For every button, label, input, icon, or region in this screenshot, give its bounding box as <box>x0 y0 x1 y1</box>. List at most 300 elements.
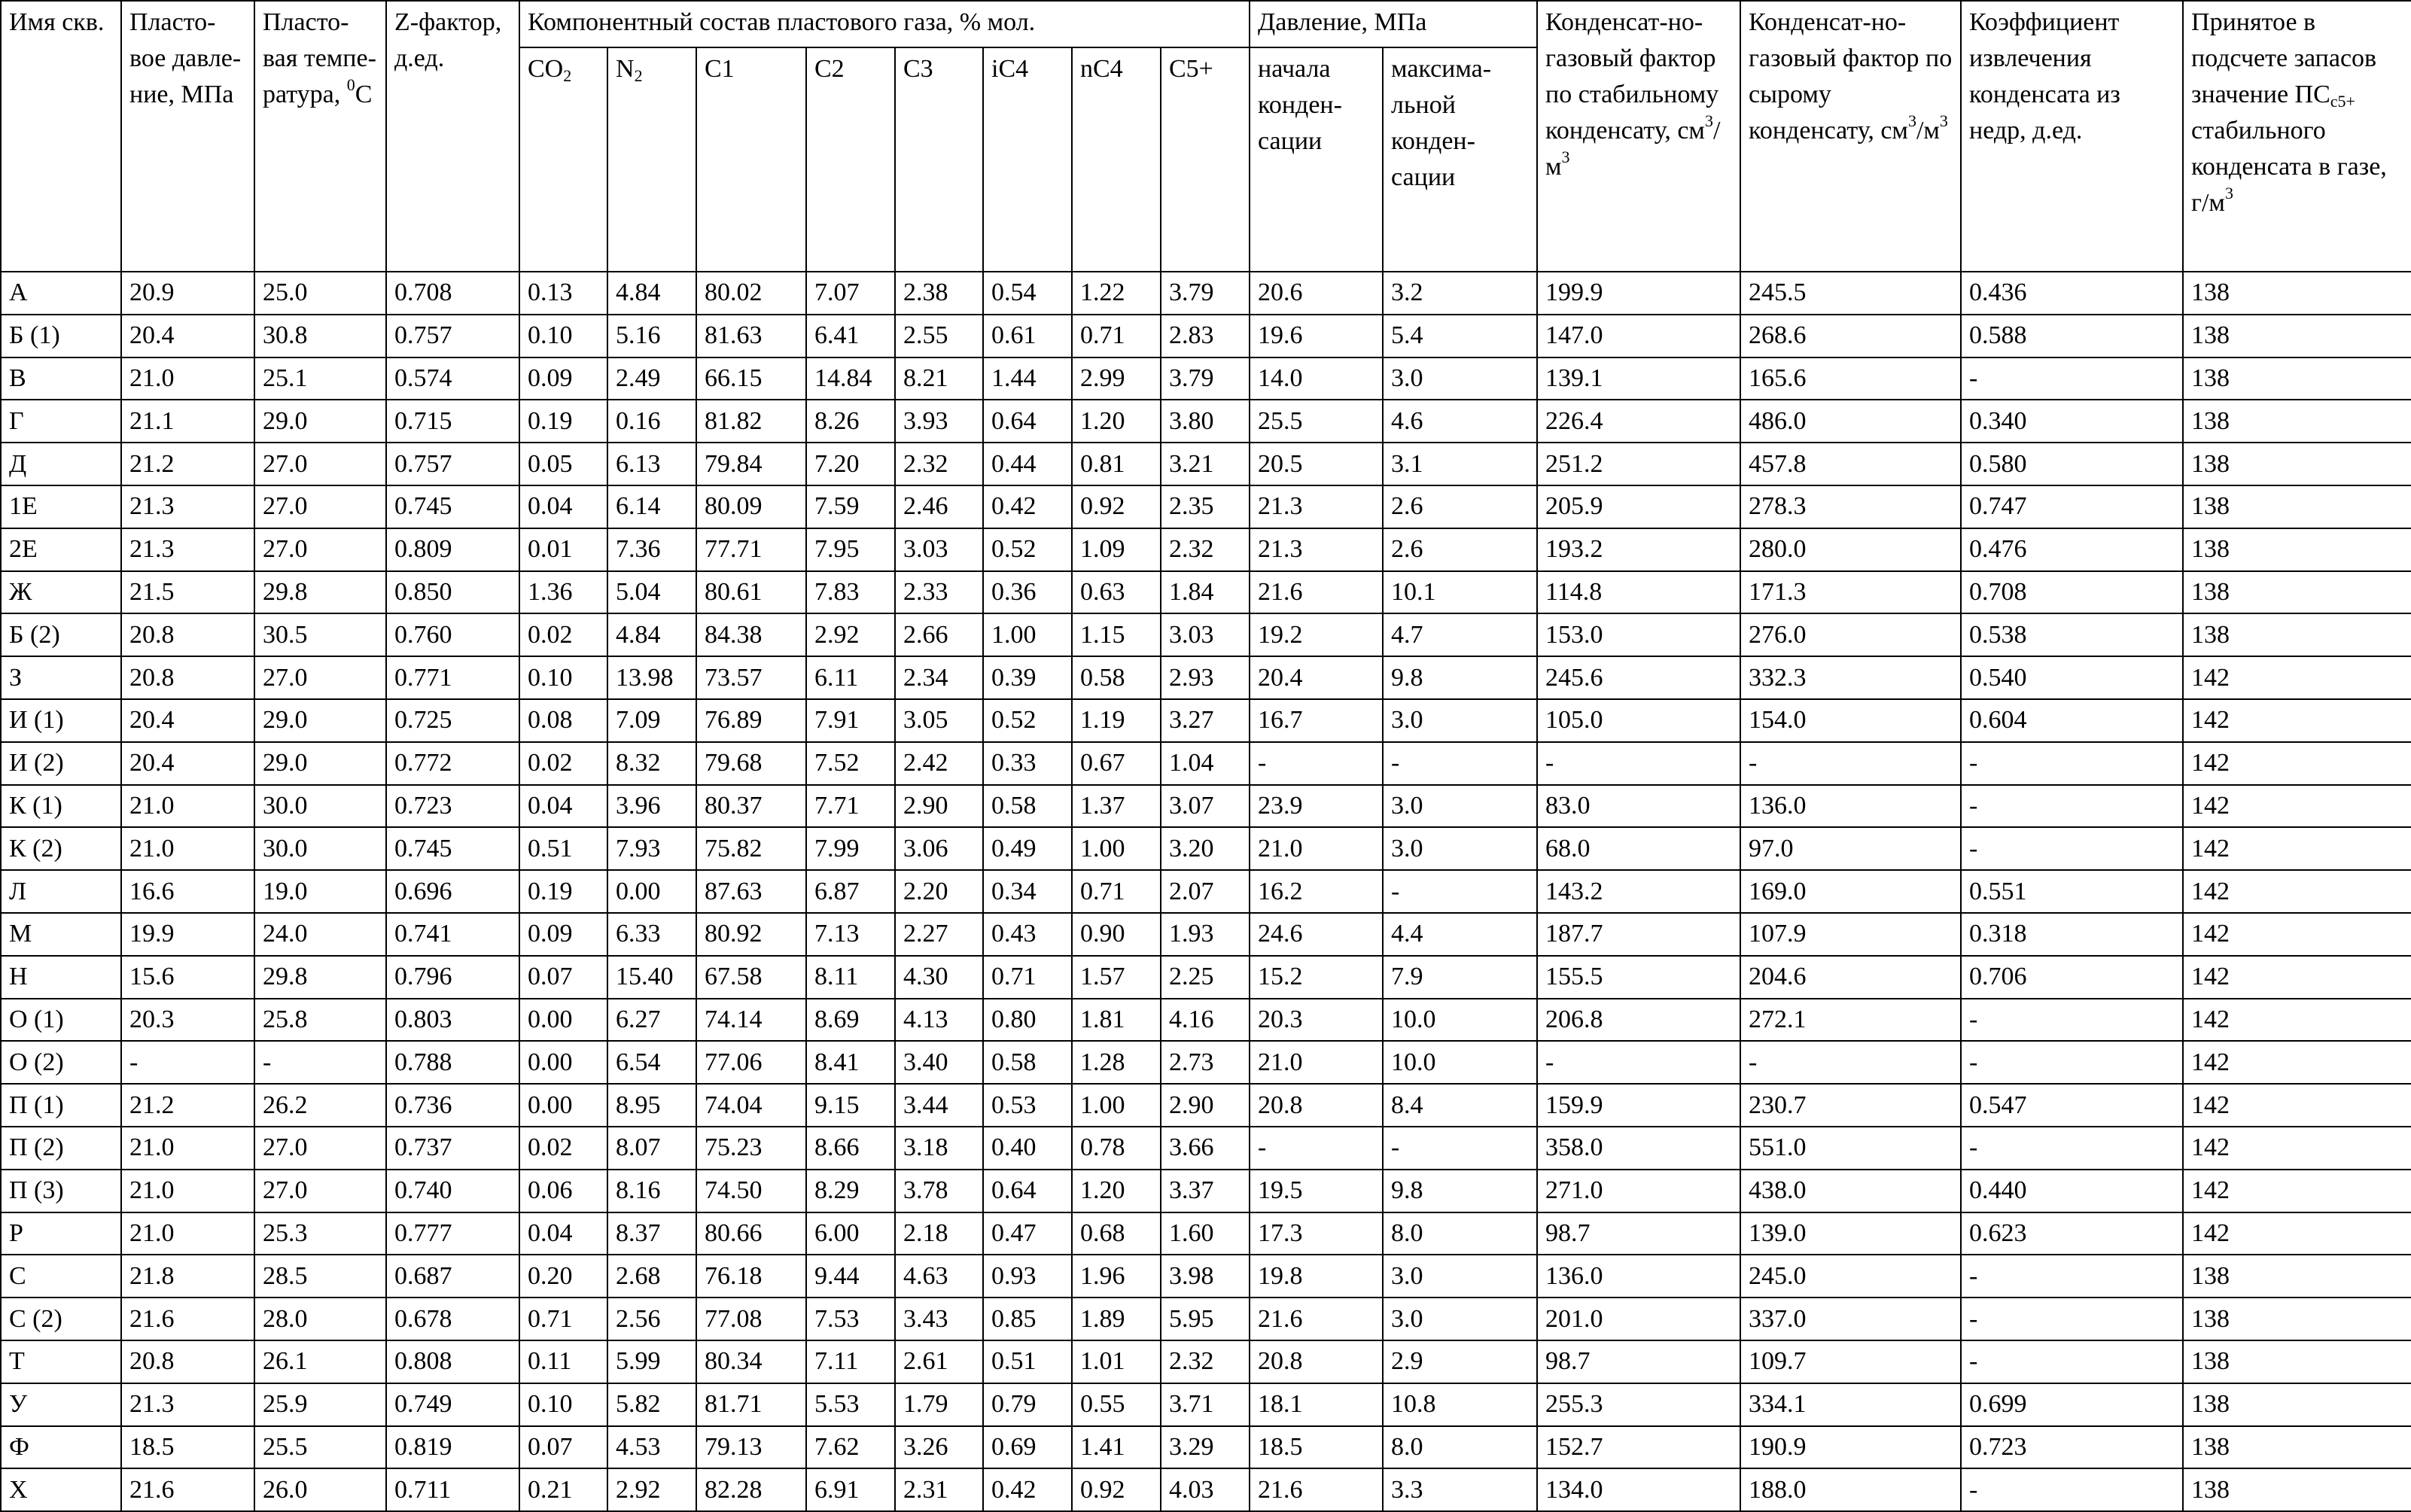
table-cell: 138 <box>2183 1255 2411 1298</box>
table-cell: 77.71 <box>696 528 806 571</box>
table-cell: 18.1 <box>1250 1383 1383 1426</box>
table-cell: 0.42 <box>983 1468 1072 1511</box>
table-cell: 142 <box>2183 956 2411 999</box>
table-cell: 3.78 <box>895 1170 983 1212</box>
table-cell: 28.5 <box>254 1255 386 1298</box>
table-cell: 7.36 <box>607 528 696 571</box>
header-cgf-raw: Конденсат-но-газовый фактор по сырому конденсату, $см^3/м^3$ <box>1740 1 1961 272</box>
table-cell: 0.49 <box>983 827 1072 870</box>
table-cell: 10.0 <box>1383 999 1537 1042</box>
table-row <box>1 699 2411 742</box>
table-cell: 142 <box>2183 699 2411 742</box>
table-cell: 0.92 <box>1072 485 1161 528</box>
table-cell: 27.0 <box>254 1127 386 1170</box>
table-cell: 0.08 <box>519 699 607 742</box>
table-cell: 334.1 <box>1740 1383 1961 1426</box>
table-cell: 3.21 <box>1161 443 1250 485</box>
table-cell: 3.93 <box>895 400 983 443</box>
table-cell: 3.96 <box>607 785 696 828</box>
table-cell: 2.18 <box>895 1212 983 1255</box>
table-cell: 16.7 <box>1250 699 1383 742</box>
header-pressure-group: Давление, МПа <box>1250 1 1537 47</box>
table-cell: 8.16 <box>607 1170 696 1212</box>
well-name-cell: С <box>1 1255 121 1298</box>
table-cell: 152.7 <box>1537 1426 1740 1469</box>
header-c3: C3 <box>895 47 983 272</box>
table-cell: - <box>1961 357 2183 400</box>
well-name-cell: Т <box>1 1340 121 1383</box>
table-cell: 142 <box>2183 870 2411 913</box>
table-cell: 271.0 <box>1537 1170 1740 1212</box>
table-cell: 0.52 <box>983 699 1072 742</box>
table-row <box>1 485 2411 528</box>
table-cell: 230.7 <box>1740 1084 1961 1127</box>
table-row <box>1 443 2411 485</box>
table-cell: 24.0 <box>254 913 386 956</box>
table-cell: 105.0 <box>1537 699 1740 742</box>
well-name-cell: С (2) <box>1 1298 121 1340</box>
table-cell: 0.777 <box>386 1212 519 1255</box>
table-cell: 138 <box>2183 1383 2411 1426</box>
table-cell: 79.13 <box>696 1426 806 1469</box>
table-cell: 1.19 <box>1072 699 1161 742</box>
table-cell: 84.38 <box>696 613 806 656</box>
table-cell: 9.44 <box>806 1255 895 1298</box>
header-ic4: iC4 <box>983 47 1072 272</box>
table-cell: 7.59 <box>806 485 895 528</box>
table-cell: 80.02 <box>696 272 806 315</box>
table-cell: 139.1 <box>1537 357 1740 400</box>
table-cell: 2.46 <box>895 485 983 528</box>
table-cell: 4.6 <box>1383 400 1537 443</box>
table-cell: 20.3 <box>121 999 254 1042</box>
table-cell: 0.04 <box>519 1212 607 1255</box>
table-cell: 0.19 <box>519 870 607 913</box>
table-cell: 0.40 <box>983 1127 1072 1170</box>
table-cell: 77.06 <box>696 1041 806 1084</box>
well-name-cell: О (1) <box>1 999 121 1042</box>
table-cell: 10.8 <box>1383 1383 1537 1426</box>
table-cell: 7.83 <box>806 571 895 614</box>
header-well: Имя скв. <box>1 1 121 272</box>
well-name-cell: Д <box>1 443 121 485</box>
table-cell: 2.99 <box>1072 357 1161 400</box>
table-cell: 1.93 <box>1161 913 1250 956</box>
table-cell: 20.8 <box>1250 1340 1383 1383</box>
table-cell: 21.0 <box>1250 1041 1383 1084</box>
table-cell: 0.551 <box>1961 870 2183 913</box>
table-cell: 0.723 <box>386 785 519 828</box>
table-cell: 29.8 <box>254 956 386 999</box>
table-cell: 0.44 <box>983 443 1072 485</box>
table-cell: 0.687 <box>386 1255 519 1298</box>
table-cell: 20.4 <box>121 699 254 742</box>
table-cell: 0.09 <box>519 357 607 400</box>
table-cell: 19.2 <box>1250 613 1383 656</box>
table-cell: 138 <box>2183 315 2411 357</box>
table-cell: 109.7 <box>1740 1340 1961 1383</box>
table-cell: 5.04 <box>607 571 696 614</box>
table-cell: 3.98 <box>1161 1255 1250 1298</box>
table-cell: 0.708 <box>1961 571 2183 614</box>
table-cell: 0.39 <box>983 656 1072 699</box>
table-cell: 142 <box>2183 656 2411 699</box>
table-cell: 80.37 <box>696 785 806 828</box>
table-cell: 1.00 <box>983 613 1072 656</box>
table-cell: 138 <box>2183 1340 2411 1383</box>
table-cell: 8.66 <box>806 1127 895 1170</box>
header-pressure-onset: начала конден-сации <box>1250 47 1383 272</box>
table-cell: 142 <box>2183 1041 2411 1084</box>
table-cell: - <box>1383 870 1537 913</box>
table-cell: 0.04 <box>519 485 607 528</box>
table-cell: 27.0 <box>254 1170 386 1212</box>
table-row <box>1 656 2411 699</box>
table-cell: - <box>1740 1041 1961 1084</box>
well-name-cell: Ф <box>1 1426 121 1469</box>
table-cell: 19.8 <box>1250 1255 1383 1298</box>
table-cell: 0.58 <box>1072 656 1161 699</box>
table-row <box>1 613 2411 656</box>
table-cell: 337.0 <box>1740 1298 1961 1340</box>
table-cell: - <box>1383 742 1537 785</box>
table-cell: 20.8 <box>121 1340 254 1383</box>
table-cell: 0.749 <box>386 1383 519 1426</box>
table-row <box>1 400 2411 443</box>
table-cell: 2.93 <box>1161 656 1250 699</box>
table-cell: 3.07 <box>1161 785 1250 828</box>
table-cell: 3.26 <box>895 1426 983 1469</box>
table-cell: 3.66 <box>1161 1127 1250 1170</box>
table-cell: 0.93 <box>983 1255 1072 1298</box>
table-cell: 66.15 <box>696 357 806 400</box>
well-name-cell: П (3) <box>1 1170 121 1212</box>
table-cell: 0.476 <box>1961 528 2183 571</box>
table-cell: 134.0 <box>1537 1468 1740 1511</box>
table-cell: 0.21 <box>519 1468 607 1511</box>
table-cell: - <box>1250 742 1383 785</box>
table-cell: 0.741 <box>386 913 519 956</box>
table-cell: 136.0 <box>1537 1255 1740 1298</box>
table-cell: 25.0 <box>254 272 386 315</box>
table-cell: 68.0 <box>1537 827 1740 870</box>
table-cell: 27.0 <box>254 443 386 485</box>
table-cell: 0.80 <box>983 999 1072 1042</box>
table-cell: 0.604 <box>1961 699 2183 742</box>
table-cell: 21.2 <box>121 443 254 485</box>
table-cell: 0.67 <box>1072 742 1161 785</box>
header-co2: $CO_2$ <box>519 47 607 272</box>
table-row <box>1 827 2411 870</box>
table-cell: 20.9 <box>121 272 254 315</box>
table-cell: 80.34 <box>696 1340 806 1383</box>
table-cell: 1.89 <box>1072 1298 1161 1340</box>
header-reservoir-pressure: Пласто-вое давле-ние, МПа <box>121 1 254 272</box>
table-cell: 6.41 <box>806 315 895 357</box>
table-cell: 0.54 <box>983 272 1072 315</box>
table-cell: 21.0 <box>121 827 254 870</box>
table-cell: 0.10 <box>519 656 607 699</box>
well-name-cell: А <box>1 272 121 315</box>
table-cell: 83.0 <box>1537 785 1740 828</box>
table-cell: 8.4 <box>1383 1084 1537 1127</box>
table-cell: 138 <box>2183 272 2411 315</box>
table-row <box>1 357 2411 400</box>
table-cell: 139.0 <box>1740 1212 1961 1255</box>
table-cell: 8.07 <box>607 1127 696 1170</box>
table-cell: 6.00 <box>806 1212 895 1255</box>
table-cell: - <box>1961 999 2183 1042</box>
table-row <box>1 742 2411 785</box>
table-cell: 30.0 <box>254 785 386 828</box>
table-cell: 159.9 <box>1537 1084 1740 1127</box>
table-cell: 138 <box>2183 1426 2411 1469</box>
table-cell: 2.32 <box>1161 1340 1250 1383</box>
table-cell: 0.71 <box>519 1298 607 1340</box>
table-cell: 0.803 <box>386 999 519 1042</box>
table-cell: 1.20 <box>1072 400 1161 443</box>
table-cell: 17.3 <box>1250 1212 1383 1255</box>
table-cell: 2.6 <box>1383 485 1537 528</box>
table-cell: 0.819 <box>386 1426 519 1469</box>
table-cell: 6.13 <box>607 443 696 485</box>
table-cell: 98.7 <box>1537 1340 1740 1383</box>
header-cgf-stable: Конденсат-но-газовый фактор по стабильному конденсату, $см^3/м^3$ <box>1537 1 1740 272</box>
table-cell: 79.68 <box>696 742 806 785</box>
table-cell: 2.90 <box>1161 1084 1250 1127</box>
table-cell: 0.58 <box>983 785 1072 828</box>
table-cell: - <box>1961 1127 2183 1170</box>
table-cell: 26.1 <box>254 1340 386 1383</box>
table-cell: 3.79 <box>1161 357 1250 400</box>
table-cell: 3.71 <box>1161 1383 1250 1426</box>
table-cell: 0.757 <box>386 443 519 485</box>
header-reservoir-temperature: Пласто-вая темпе-ратура, $^0$C <box>254 1 386 272</box>
table-cell: 21.0 <box>121 785 254 828</box>
table-cell: 8.26 <box>806 400 895 443</box>
table-cell: 3.43 <box>895 1298 983 1340</box>
table-cell: 6.87 <box>806 870 895 913</box>
table-cell: 2.31 <box>895 1468 983 1511</box>
table-cell: 0.678 <box>386 1298 519 1340</box>
table-cell: 8.0 <box>1383 1212 1537 1255</box>
table-cell: 107.9 <box>1740 913 1961 956</box>
table-cell: 29.0 <box>254 400 386 443</box>
table-cell: 8.29 <box>806 1170 895 1212</box>
table-cell: 0.68 <box>1072 1212 1161 1255</box>
table-cell: 268.6 <box>1740 315 1961 357</box>
table-cell: 0.706 <box>1961 956 2183 999</box>
table-cell: 2.32 <box>1161 528 1250 571</box>
table-cell: 551.0 <box>1740 1127 1961 1170</box>
table-cell: 21.0 <box>121 1170 254 1212</box>
table-row <box>1 1340 2411 1383</box>
table-cell: 0.725 <box>386 699 519 742</box>
table-cell: 29.0 <box>254 742 386 785</box>
table-cell: 21.6 <box>1250 1468 1383 1511</box>
table-cell: 21.6 <box>121 1298 254 1340</box>
table-cell: 0.71 <box>983 956 1072 999</box>
table-cell: 25.5 <box>1250 400 1383 443</box>
table-cell: 3.0 <box>1383 1298 1537 1340</box>
table-cell: 142 <box>2183 1084 2411 1127</box>
table-cell: 2.20 <box>895 870 983 913</box>
table-cell: 73.57 <box>696 656 806 699</box>
table-cell: 0.736 <box>386 1084 519 1127</box>
table-cell: 8.32 <box>607 742 696 785</box>
table-cell: 4.84 <box>607 613 696 656</box>
table-cell: 226.4 <box>1537 400 1740 443</box>
table-cell: 4.16 <box>1161 999 1250 1042</box>
table-cell: 138 <box>2183 357 2411 400</box>
table-row <box>1 272 2411 315</box>
table-cell: 245.0 <box>1740 1255 1961 1298</box>
table-cell: 204.6 <box>1740 956 1961 999</box>
table-cell: 142 <box>2183 999 2411 1042</box>
table-cell: 29.0 <box>254 699 386 742</box>
table-cell: 4.53 <box>607 1426 696 1469</box>
table-cell: 0.01 <box>519 528 607 571</box>
table-cell: 3.29 <box>1161 1426 1250 1469</box>
table-cell: 143.2 <box>1537 870 1740 913</box>
table-cell: 0.06 <box>519 1170 607 1212</box>
table-cell: 21.5 <box>121 571 254 614</box>
table-cell: 276.0 <box>1740 613 1961 656</box>
table-cell: 4.63 <box>895 1255 983 1298</box>
table-cell: 0.10 <box>519 1383 607 1426</box>
header-accepted-value: Принятое в подсчете запасов значение $ПС_{c5+}$ стабильного конденсата в газе, $г/м^3$ <box>2183 1 2411 272</box>
table-cell: 201.0 <box>1537 1298 1740 1340</box>
table-header <box>1 1 2411 272</box>
table-cell: 138 <box>2183 613 2411 656</box>
table-cell: 80.92 <box>696 913 806 956</box>
table-cell: 0.00 <box>519 1084 607 1127</box>
table-cell: 21.0 <box>121 357 254 400</box>
table-cell: 165.6 <box>1740 357 1961 400</box>
table-cell: 2.90 <box>895 785 983 828</box>
table-cell: 3.0 <box>1383 785 1537 828</box>
table-cell: 21.2 <box>121 1084 254 1127</box>
well-name-cell: И (1) <box>1 699 121 742</box>
well-name-cell: Ж <box>1 571 121 614</box>
table-cell: 30.0 <box>254 827 386 870</box>
table-cell: 1.20 <box>1072 1170 1161 1212</box>
table-cell: 245.5 <box>1740 272 1961 315</box>
header-recovery-factor: Коэффициент извлечения конденсата из недр, д.ед. <box>1961 1 2183 272</box>
table-cell: 142 <box>2183 827 2411 870</box>
table-cell: 3.1 <box>1383 443 1537 485</box>
table-cell: 9.8 <box>1383 1170 1537 1212</box>
table-cell: 21.3 <box>121 528 254 571</box>
table-cell: 3.27 <box>1161 699 1250 742</box>
table-cell: 193.2 <box>1537 528 1740 571</box>
table-cell: 7.53 <box>806 1298 895 1340</box>
table-cell: 0.64 <box>983 1170 1072 1212</box>
table-cell: 0.33 <box>983 742 1072 785</box>
table-cell: 245.6 <box>1537 656 1740 699</box>
table-cell: 6.14 <box>607 485 696 528</box>
table-cell: 2.07 <box>1161 870 1250 913</box>
well-name-cell: И (2) <box>1 742 121 785</box>
table-cell: 10.1 <box>1383 571 1537 614</box>
table-cell: 190.9 <box>1740 1426 1961 1469</box>
table-cell: 0.02 <box>519 1127 607 1170</box>
header-c2: C2 <box>806 47 895 272</box>
table-cell: 0.71 <box>1072 315 1161 357</box>
table-cell: 21.1 <box>121 400 254 443</box>
table-cell: 28.0 <box>254 1298 386 1340</box>
table-cell: 3.03 <box>1161 613 1250 656</box>
table-cell: 5.95 <box>1161 1298 1250 1340</box>
table-cell: - <box>1961 1298 2183 1340</box>
table-cell: 3.37 <box>1161 1170 1250 1212</box>
table-cell: 1.00 <box>1072 1084 1161 1127</box>
table-cell: 25.3 <box>254 1212 386 1255</box>
table-cell: 0.440 <box>1961 1170 2183 1212</box>
table-cell: 2.25 <box>1161 956 1250 999</box>
table-cell: 21.3 <box>1250 485 1383 528</box>
table-cell: 21.0 <box>121 1127 254 1170</box>
table-cell: 0.540 <box>1961 656 2183 699</box>
table-cell: 21.0 <box>1250 827 1383 870</box>
table-row <box>1 785 2411 828</box>
table-cell: 199.9 <box>1537 272 1740 315</box>
table-cell: 138 <box>2183 1298 2411 1340</box>
table-cell: 18.5 <box>121 1426 254 1469</box>
table-cell: 6.27 <box>607 999 696 1042</box>
table-cell: 8.41 <box>806 1041 895 1084</box>
table-cell: 8.0 <box>1383 1426 1537 1469</box>
table-cell: 138 <box>2183 443 2411 485</box>
table-row <box>1 913 2411 956</box>
table-cell: 3.40 <box>895 1041 983 1084</box>
table-cell: 1.01 <box>1072 1340 1161 1383</box>
table-cell: 82.28 <box>696 1468 806 1511</box>
table-cell: 2.55 <box>895 315 983 357</box>
table-cell: 147.0 <box>1537 315 1740 357</box>
table-cell: 18.5 <box>1250 1426 1383 1469</box>
table-cell: 15.40 <box>607 956 696 999</box>
table-cell: 7.95 <box>806 528 895 571</box>
table-cell: 0.771 <box>386 656 519 699</box>
table-cell: 9.15 <box>806 1084 895 1127</box>
table-cell: 3.05 <box>895 699 983 742</box>
table-cell: 0.58 <box>983 1041 1072 1084</box>
table-cell: 23.9 <box>1250 785 1383 828</box>
well-name-cell: Л <box>1 870 121 913</box>
table-cell: 0.436 <box>1961 272 2183 315</box>
table-cell: 1.22 <box>1072 272 1161 315</box>
table-cell: 25.8 <box>254 999 386 1042</box>
table-cell: 0.69 <box>983 1426 1072 1469</box>
table-cell: 21.0 <box>121 1212 254 1255</box>
table-cell: 3.44 <box>895 1084 983 1127</box>
table-cell: 4.84 <box>607 272 696 315</box>
table-cell: 21.6 <box>1250 571 1383 614</box>
table-cell: - <box>1537 742 1740 785</box>
table-row <box>1 1127 2411 1170</box>
table-cell: 1.41 <box>1072 1426 1161 1469</box>
header-z-factor: Z-фактор, д.ед. <box>386 1 519 272</box>
table-cell: 0.13 <box>519 272 607 315</box>
table-row <box>1 870 2411 913</box>
table-cell: 0.63 <box>1072 571 1161 614</box>
table-row <box>1 1041 2411 1084</box>
well-name-cell: В <box>1 357 121 400</box>
table-cell: 4.03 <box>1161 1468 1250 1511</box>
table-cell: 15.2 <box>1250 956 1383 999</box>
table-cell: 138 <box>2183 400 2411 443</box>
